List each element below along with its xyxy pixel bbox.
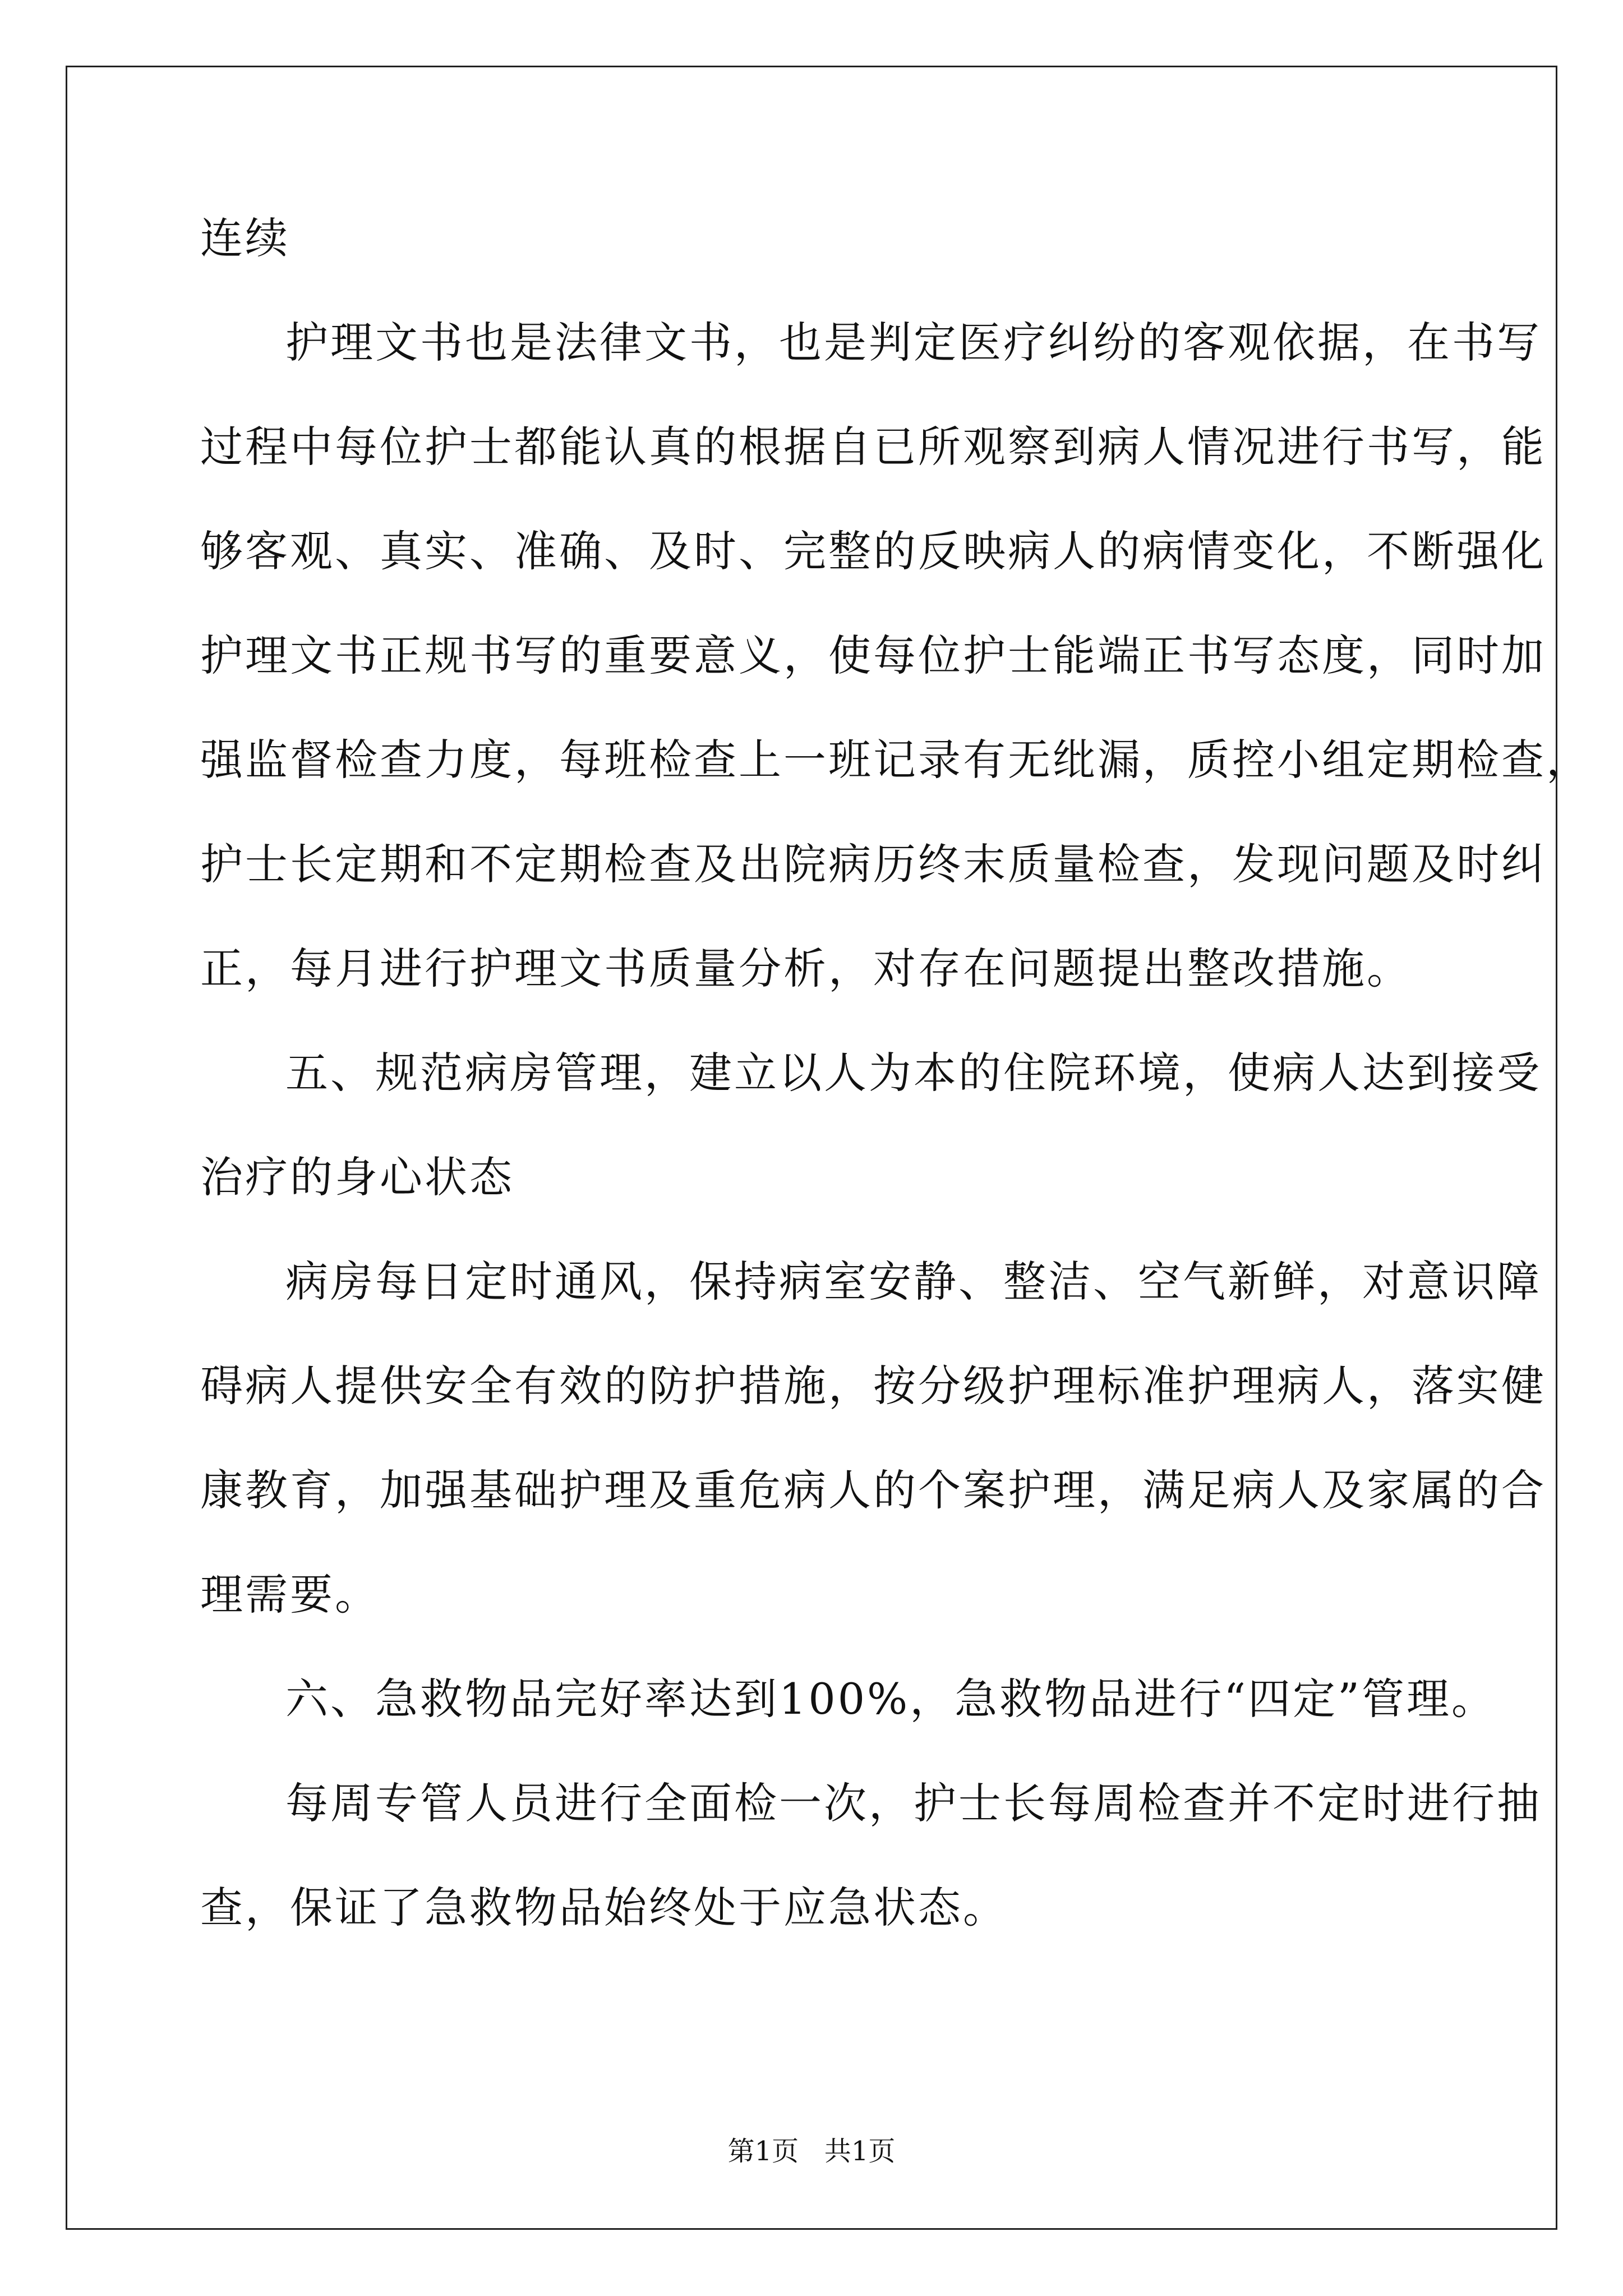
section-heading: 治疗的身心状态 — [200, 1152, 514, 1202]
text-line: 查，保证了急救物品始终处于应急状态。 — [200, 1883, 1008, 1932]
text-line: 理需要。 — [200, 1570, 380, 1619]
text-line: 护士长定期和不定期检查及出院病历终末质量检查，发现问题及时纠 — [200, 839, 1546, 889]
section-heading: 五、规范病房管理，建立以人为本的住院环境，使病人达到接受 — [285, 1048, 1542, 1098]
text-line: 连续 — [200, 213, 290, 263]
text-line: 过程中每位护士都能认真的根据自已所观察到病人情况进行书写，能 — [200, 422, 1546, 472]
text-line: 护理文书也是法律文书，也是判定医疗纠纷的客观依据，在书写 — [285, 318, 1542, 367]
text-line: 每周专管人员进行全面检一次，护士长每周检查并不定时进行抽 — [285, 1778, 1542, 1828]
text-line: 护理文书正规书写的重要意义，使每位护士能端正书写态度，同时加 — [200, 631, 1546, 680]
text-line: 病房每日定时通风，保持病室安静、整洁、空气新鲜，对意识障 — [285, 1257, 1542, 1306]
text-line: 康教育，加强基础护理及重危病人的个案护理，满足病人及家属的合 — [200, 1465, 1546, 1515]
text-line: 强监督检查力度，每班检查上一班记录有无纰漏，质控小组定期检查， — [200, 735, 1591, 785]
text-line: 正，每月进行护理文书质量分析，对存在问题提出整改措施。 — [200, 944, 1412, 993]
section-heading: 六、急救物品完好率达到100%，急救物品进行“四定”管理。 — [285, 1674, 1496, 1724]
text-line: 够客观、真实、准确、及时、完整的反映病人的病情变化，不断强化 — [200, 526, 1546, 576]
text-line: 碍病人提供安全有效的防护措施，按分级护理标准护理病人，落实健 — [200, 1361, 1546, 1411]
page-footer: 第1页 共1页 — [727, 2136, 896, 2167]
